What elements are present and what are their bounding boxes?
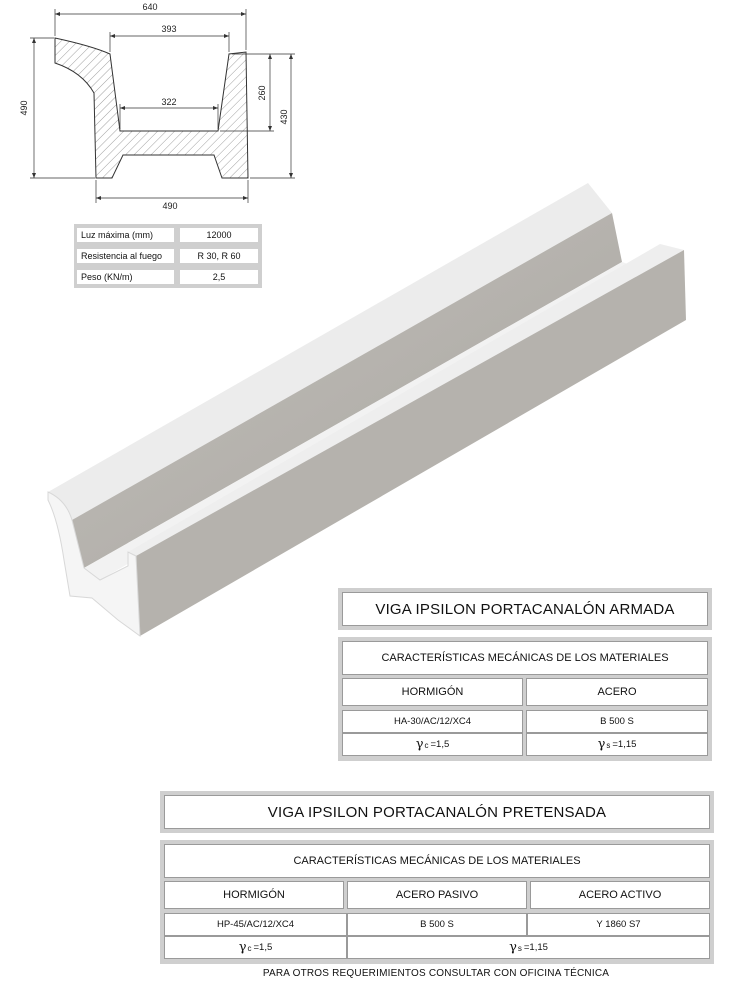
dim-inner-bottom-label: 322 <box>161 97 177 107</box>
pretensada-header-hormigon: HORMIGÓN <box>164 881 344 909</box>
dim-top-label: 640 <box>142 2 158 12</box>
pretensada-header-acero-pasivo: ACERO PASIVO <box>347 881 527 909</box>
spec-value-fire: R 30, R 60 <box>180 249 258 263</box>
gamma-s-value: =1,15 <box>523 942 548 953</box>
beam-3d-render <box>0 170 750 650</box>
gamma-c-symbol: γ <box>415 737 424 752</box>
pretensada-material-acero-activo: Y 1860 S7 <box>527 913 710 936</box>
gamma-c-value: =1,5 <box>430 739 450 750</box>
dim-inner-top-label: 393 <box>161 24 177 34</box>
armada-title: VIGA IPSILON PORTACANALÓN ARMADA <box>342 592 708 626</box>
dim-right-height-label: 430 <box>279 109 289 125</box>
gamma-s-sub: s <box>606 741 611 750</box>
armada-material-hormigon: HA-30/AC/12/XC4 <box>342 710 523 733</box>
pretensada-material-hormigon: HP-45/AC/12/XC4 <box>164 913 347 936</box>
gamma-c-sub: c <box>424 741 429 750</box>
armada-gamma-c <box>342 733 523 756</box>
gamma-c-value: =1,5 <box>253 942 273 953</box>
dim-channel-depth-label: 260 <box>257 85 267 101</box>
gamma-s-value: =1,15 <box>612 739 637 750</box>
gamma-s-symbol: γ <box>597 737 606 752</box>
armada-header-hormigon: HORMIGÓN <box>342 678 523 706</box>
spec-label-weight: Peso (KN/m) <box>77 270 174 284</box>
gamma-c-symbol: γ <box>238 940 247 955</box>
armada-header-acero: ACERO <box>526 678 708 706</box>
spec-value-span: 12000 <box>180 228 258 242</box>
spec-label-fire: Resistencia al fuego <box>77 249 174 263</box>
gamma-c-sub: c <box>247 944 252 953</box>
pretensada-title: VIGA IPSILON PORTACANALÓN PRETENSADA <box>164 795 710 829</box>
pretensada-material-acero-pasivo: B 500 S <box>347 913 527 936</box>
armada-gamma-s <box>526 733 708 756</box>
dim-left-height-label: 490 <box>19 100 29 116</box>
pretensada-gamma-c <box>164 936 347 959</box>
armada-subtitle: CARACTERÍSTICAS MECÁNICAS DE LOS MATERIALES <box>342 641 708 675</box>
spec-label-span: Luz máxima (mm) <box>77 228 174 242</box>
gamma-s-sub: s <box>517 944 522 953</box>
gamma-s-symbol: γ <box>509 940 517 955</box>
pretensada-gamma-s <box>347 936 710 959</box>
pretensada-subtitle: CARACTERÍSTICAS MECÁNICAS DE LOS MATERIALES <box>164 844 710 878</box>
footer-note: PARA OTROS REQUERIMIENTOS CONSULTAR CON OFICINA TÉCNICA <box>262 968 610 979</box>
pretensada-header-acero-activo: ACERO ACTIVO <box>530 881 710 909</box>
armada-material-acero: B 500 S <box>526 710 708 733</box>
dim-base-label: 490 <box>162 201 178 211</box>
spec-value-weight: 2,5 <box>180 270 258 284</box>
